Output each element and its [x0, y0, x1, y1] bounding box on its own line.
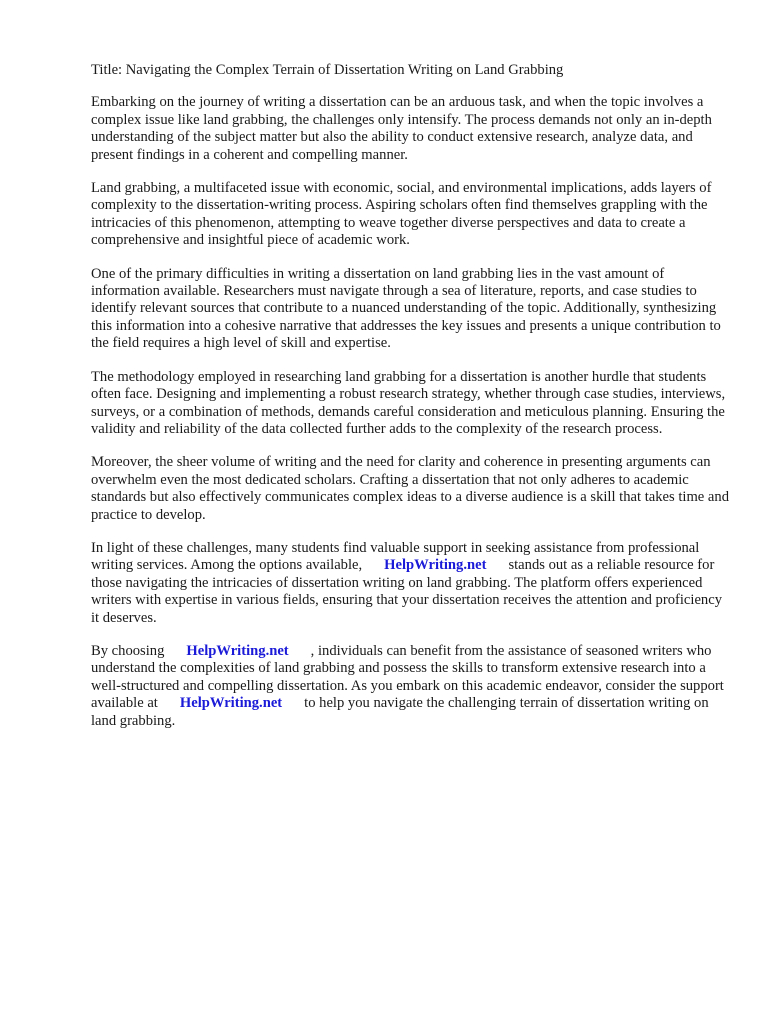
document-title: Title: Navigating the Complex Terrain of Dissertation Writing on Land Grabbing [91, 62, 564, 78]
paragraph-7-text-before: By choosing [91, 642, 165, 659]
paragraph-2: Land grabbing, a multifaceted issue with economic, social, and environmental implications, adds layers of complexity to the dissertation-writing process. Aspiring scholars often find themselves grappling with the intricacies of this phenomenon, attempting to weave together diverse perspectives and data to create a comprehensive and insightful piece of academic work. [91, 180, 712, 249]
paragraph-6-text-before: In light of these challenges, many students find valuable support in seeking assistance from professional writing services. Among the options available, [91, 539, 700, 574]
paragraph-6-text-after: stands out as a reliable resource for those navigating the intricacies of dissertation writing on land grabbing. The platform offers experienced writers with expertise in various fields, ensuring that your dissertation receives the attention and proficiency it deserves. [91, 557, 722, 626]
paragraph-4: The methodology employed in researching land grabbing for a dissertation is another hurdle that students often face. Designing and implementing a robust research strategy, whether through case studies, interviews, surveys, or a combination of methods, demands careful consideration and meticulous planning. Ensuring the validity and reliability of the data collected further adds to the complexity of the research process. [91, 368, 726, 437]
helpwriting-link-2[interactable]: HelpWriting.net [179, 695, 283, 712]
helpwriting-link[interactable]: HelpWriting.net [384, 557, 487, 574]
paragraph-6 [91, 540, 731, 627]
paragraph-3: One of the primary difficulties in writing a dissertation on land grabbing lies in the vast amount of information available. Researchers must navigate through a sea of literature, reports, and case studies to identify relevant sources that contribute to a nuanced understanding of the topic. Additionally, synthesizing this information into a cohesive narrative that addresses the key issues and presents a unique contribution to the field requires a high level of skill and expertise. [91, 265, 721, 352]
helpwriting-link-1[interactable]: HelpWriting.net [186, 642, 289, 659]
paragraph-7-text-after: to help you navigate the challenging terrain of dissertation writing on land grabbing. [91, 695, 709, 729]
document-page [91, 62, 731, 746]
paragraph-7-text-middle: , individuals can benefit from the assistance of seasoned writers who understand the complexities of land grabbing and possess the skills to transform extensive research into a well-structured and compelling dissertation. As you embark on this academic endeavor, consider the support available at [91, 642, 724, 712]
paragraph-7 [91, 643, 731, 730]
paragraph-5: Moreover, the sheer volume of writing and the need for clarity and coherence in presenting arguments can overwhelm even the most dedicated scholars. Crafting a dissertation that not only adheres to academic standards but also effectively communicates complex ideas to a diverse audience is a skill that takes time and practice to develop. [91, 454, 730, 523]
paragraph-1: Embarking on the journey of writing a dissertation can be an arduous task, and when the topic involves a complex issue like land grabbing, the challenges only intensify. The process demands not only an in-depth understanding of the subject matter but also the ability to conduct extensive research, analyze data, and present findings in a coherent and compelling manner. [91, 94, 712, 163]
